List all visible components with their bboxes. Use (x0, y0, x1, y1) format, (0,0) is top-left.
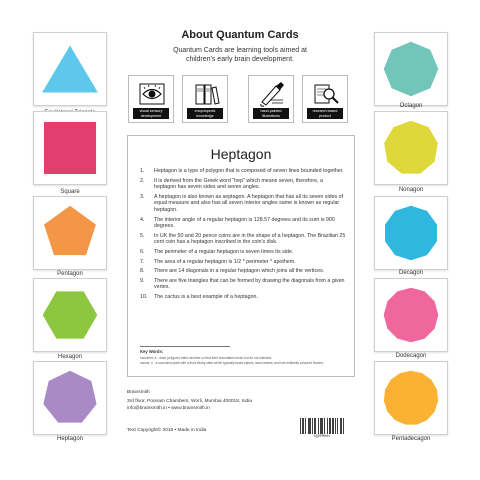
card-dodecagon (374, 278, 448, 352)
list-item: 5. In UK the 50 and 20 pence coins are in the shape of a heptagon. The Brazilian 25 cent coin has a heptagon inscribed in the coin's disk. (140, 232, 346, 246)
list-item: 4. The interior angle of a regular heptagon is 128.57 degrees and its sum is 900 degrees. (140, 216, 335, 230)
pentagon-icon (39, 202, 101, 264)
caption-decagon: Decagon (398, 270, 424, 276)
heptagon-fact-card (127, 135, 355, 377)
octagon-icon (380, 38, 442, 100)
list-item: 7. The area of a regular heptagon is 1/2 * perimeter * apothem. (140, 258, 296, 265)
divider (140, 346, 230, 347)
keyword-inscribed: inscribed: a - draw (a figure) within another so that their boundaries touch but do not intersect. (140, 356, 273, 360)
card-nonagon (374, 111, 448, 185)
company-address: 3rd floor, Poonam Chambers, Worli, Mumbai 400018, India (127, 399, 252, 404)
caption-pentagon: Pentagon (57, 271, 83, 277)
company-name: Brainsmith (127, 390, 150, 395)
keyword-cactus: cactus: n - a succulent plant with a thick fleshy stem which typically bears spines, lacks leaves, and has brilliantly coloured flowers. (140, 361, 324, 365)
barcode (300, 418, 344, 434)
pentadecagon-icon (380, 367, 442, 429)
company-contact: info@brainsmith.in • www.brainsmith.in (127, 406, 210, 411)
list-item: 1. Heptagon is a type of polygon that is composed of seven lines bounded together. (140, 168, 344, 174)
fact-list (140, 168, 346, 304)
barcode-number: 5QDPM001 (313, 435, 331, 439)
magnifier-icon (312, 80, 340, 108)
page-subtitle: Quantum Cards are learning tools aimed at children's early brain development. (173, 47, 307, 63)
list-item: 9. There are five triangles that can be formed by drawing the diagonals from a given vertex. (140, 277, 345, 291)
caption-nonagon: Nonagon (398, 187, 424, 193)
paintbrush-icon (258, 80, 286, 108)
page-title: About Quantum Cards (181, 29, 299, 41)
copyright-notice: Text Copyright© 2016 • Made in India (127, 428, 207, 433)
books-icon (192, 80, 220, 108)
feature-visual-sensory: visual sensory development (128, 75, 174, 123)
list-item: 2. It is derived from the Greek word "hep" which means seven, therefore, a heptagon has seven sides and seven angles. (140, 177, 323, 191)
caption-square: Square (60, 189, 80, 195)
triangle-icon (39, 38, 101, 100)
caption-hexagon: Hexagon (57, 354, 83, 360)
feature-encyclopedic: encyclopedic knowledge (182, 75, 228, 123)
card-decagon (374, 196, 448, 270)
list-item: 6. The perimeter of a regular heptagon is seven times its side. (140, 248, 294, 255)
list-item: 3. A heptagon is also known as septagon. A heptagon that has all its seven sides of equal measure and also has all seven interior angles same is known as regular heptagon. (140, 193, 344, 213)
keywords-title: Key Words: (140, 349, 164, 354)
caption-octagon: Octagon (399, 103, 423, 109)
feature-hand-painted: hand-painted illustrations (248, 75, 294, 123)
card-pentagon (33, 196, 107, 270)
card-equilateral-triangle (33, 32, 107, 106)
caption-dodecagon: Dodecagon (395, 353, 427, 359)
list-item: 8. There are 14 diagonals in a regular heptagon which joins all the vertices. (140, 268, 325, 275)
fact-card-title: Heptagon (210, 146, 272, 162)
nonagon-icon (380, 117, 442, 179)
dodecagon-icon (380, 284, 442, 346)
heptagon-icon (39, 367, 101, 429)
decagon-icon (380, 202, 442, 264)
list-item: 10. The cactus is a best example of a heptagon. (140, 293, 258, 300)
card-hexagon (33, 278, 107, 352)
card-octagon (374, 32, 448, 106)
card-heptagon (33, 361, 107, 435)
feature-research-based: research based product (302, 75, 348, 123)
hexagon-icon (39, 284, 101, 346)
square-icon (39, 117, 101, 179)
caption-heptagon: Heptagon (56, 436, 84, 442)
card-square (33, 111, 107, 185)
card-pentadecagon (374, 361, 448, 435)
caption-pentadecagon: Pentadecagon (391, 436, 431, 442)
eye-icon (138, 80, 166, 108)
